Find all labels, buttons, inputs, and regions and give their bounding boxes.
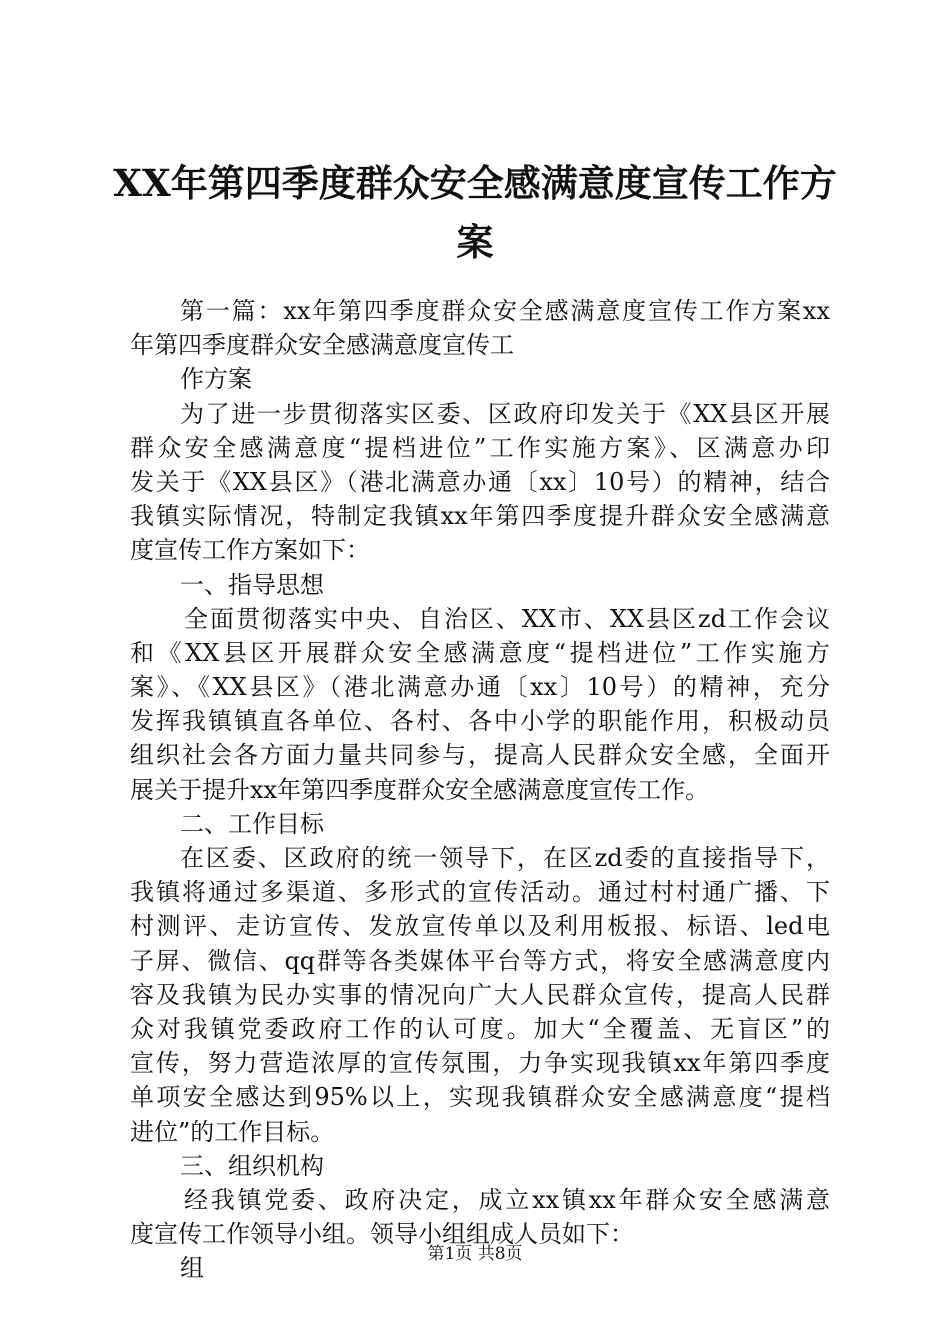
body-line: 发关于《XX县区》（港北满意办通〔xx〕10号）的精神，结合	[130, 467, 830, 496]
body-line: 作方案	[180, 365, 252, 394]
body-line: 度宣传工作方案如下：	[130, 536, 370, 565]
body-line: 在区委、区政府的统一领导下，在区zd委的直接指导下，	[180, 844, 830, 872]
section-heading: 一、指导思想	[180, 570, 324, 599]
body-line: 全面贯彻落实中央、自治区、XX市、XX县区zd工作会议	[184, 604, 830, 633]
body-line: 进位”的工作目标。	[130, 1117, 335, 1146]
body-line: 组织社会各方面力量共同参与，提高人民群众安全感，全面开	[130, 741, 830, 770]
body-line: 和《XX县区开展群众安全感满意度“提档进位”工作实施方	[130, 638, 830, 667]
body-line: 子屏、微信、qq群等各类媒体平台等方式，将安全感满意度内	[130, 946, 830, 975]
document-title-line-1: XX年第四季度群众安全感满意度宣传工作方	[113, 161, 837, 205]
body-line: 宣传，努力营造浓厚的宣传氛围，力争实现我镇xx年第四季度	[130, 1049, 830, 1078]
body-line: 年第四季度群众安全感满意度宣传工	[130, 331, 514, 360]
body-line: 群众安全感满意度“提档进位”工作实施方案》、区满意办印	[130, 433, 830, 462]
document-title-line-2: 案	[456, 220, 494, 264]
body-line: 村测评、走访宣传、发放宣传单以及利用板报、标语、led电	[130, 912, 830, 941]
body-line: 展关于提升xx年第四季度群众安全感满意度宣传工作。	[130, 775, 710, 804]
document-body	[130, 294, 830, 1285]
body-line: 度宣传工作领导小组。领导小组组成人员如下：	[130, 1220, 634, 1249]
page-footer: 第1页 共8页	[427, 1244, 523, 1264]
body-line: 我镇将通过多渠道、多形式的宣传活动。通过村村通广播、下	[130, 878, 830, 907]
body-line: 第一篇：xx年第四季度群众安全感满意度宣传工作方案xx	[180, 297, 830, 325]
section-heading: 二、工作目标	[180, 809, 324, 838]
body-line: 为了进一步贯彻落实区委、区政府印发关于《XX县区开展	[180, 399, 830, 428]
body-line: 发挥我镇镇直各单位、各村、各中小学的职能作用，积极动员	[130, 707, 830, 736]
body-line: 单项安全感达到95%以上，实现我镇群众安全感满意度“提档	[130, 1083, 830, 1112]
body-line: 组	[180, 1254, 204, 1283]
body-line: 经我镇党委、政府决定，成立xx镇xx年群众安全感满意	[184, 1185, 830, 1214]
body-line: 案》、《XX县区》（港北满意办通〔xx〕10号）的精神，充分	[130, 673, 830, 702]
body-line: 容及我镇为民办实事的情况向广大人民群众宣传，提高人民群	[130, 980, 830, 1009]
body-line: 我镇实际情况，特制定我镇xx年第四季度提升群众安全感满意	[130, 502, 830, 531]
body-line: 众对我镇党委政府工作的认可度。加大“全覆盖、无盲区”的	[130, 1014, 830, 1043]
section-heading: 三、组织机构	[180, 1151, 324, 1180]
